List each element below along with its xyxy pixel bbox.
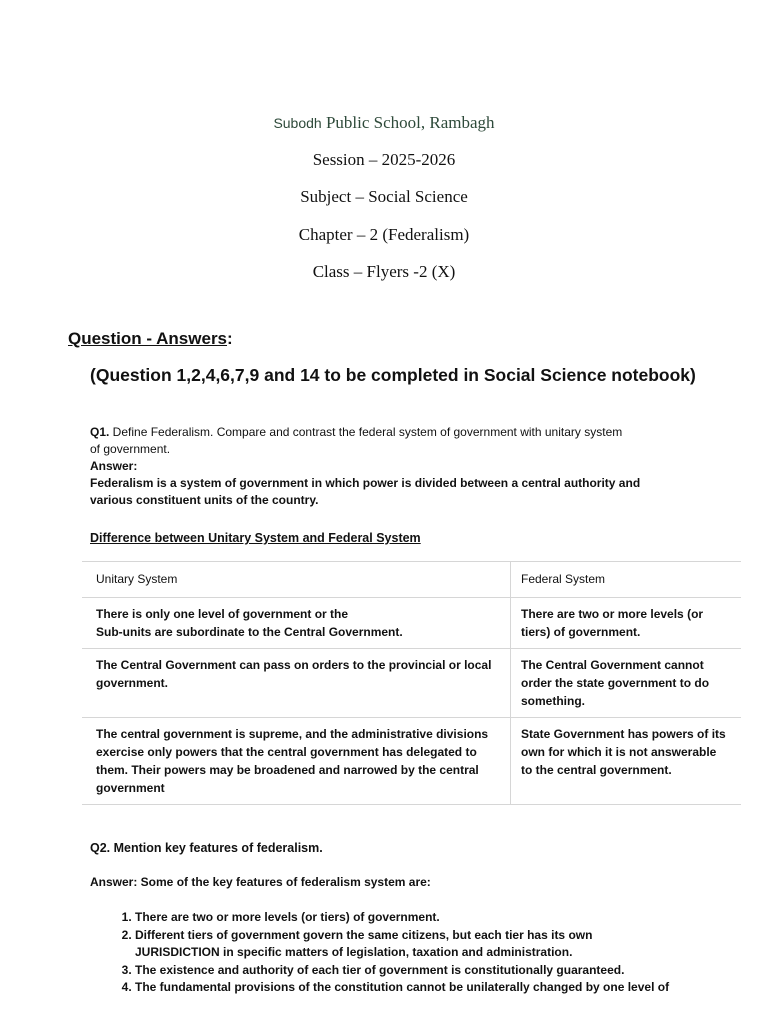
q2-question: Q2. Mention key features of federalism.: [90, 841, 323, 855]
cell-line: government: [96, 781, 165, 795]
qa-title-text: Question - Answers: [68, 329, 228, 348]
unitary-cell: [82, 598, 511, 649]
cell-line: There are two or more levels (or: [521, 607, 704, 621]
list-item: [135, 979, 725, 997]
qa-title-colon: :: [227, 329, 233, 348]
school-prefix: Subodh: [273, 115, 322, 131]
feature-line: There are two or more levels (or tiers) of government.: [135, 910, 440, 924]
table-row: [82, 649, 741, 718]
feature-line: The existence and authority of each tier of government is constitutionally guaranteed.: [135, 962, 625, 977]
notebook-note: (Question 1,2,4,6,7,9 and 14 to be completed in Social Science notebook): [90, 365, 696, 385]
list-item: [135, 909, 725, 927]
feature-line: Different tiers of government govern the same citizens, but each tier has its own: [135, 927, 593, 942]
feature-line: The fundamental provisions of the constitution cannot be unilaterally changed by one level of: [135, 980, 670, 994]
q2-answer-label: Answer:: [90, 875, 138, 889]
session-line: Session – 2025-2026: [312, 150, 456, 169]
school-name-text: Public School, Rambagh: [321, 113, 495, 132]
class-line: Class – Flyers -2 (X): [312, 262, 456, 281]
q1-question-line2: of government.: [90, 442, 171, 456]
table-row: [82, 718, 741, 805]
federal-cell: [511, 649, 742, 718]
cell-line: State Government has powers of its: [521, 727, 726, 741]
q1-question: [90, 424, 680, 509]
comparison-table: [82, 561, 741, 805]
list-item: [135, 927, 725, 962]
cell-line: There is only one level of government or the: [96, 607, 349, 621]
cell-line: exercise only powers that the central government has delegated to: [96, 745, 477, 759]
chapter-line: Chapter – 2 (Federalism): [298, 225, 470, 244]
cell-line: The central government is supreme, and the administrative divisions: [96, 727, 489, 741]
q2-answer-intro-text: Some of the key features of federalism system are:: [137, 875, 431, 889]
cell-line: order the state government to do: [521, 676, 710, 690]
unitary-cell: [82, 649, 511, 718]
list-item: [135, 962, 725, 980]
school-name: [0, 113, 768, 133]
q1-answer-line2: various constituent units of the country.: [90, 493, 319, 507]
cell-line: Sub-units are subordinate to the Central Government.: [96, 625, 403, 639]
cell-line: The Central Government cannot: [521, 658, 704, 672]
cell-line: The Central Government can pass on orders to the provincial or local: [96, 658, 492, 672]
table-header-row: [82, 562, 741, 598]
q1-answer-label: Answer:: [90, 459, 138, 473]
cell-line: own for which it is not answerable: [521, 745, 717, 759]
cell-line: to the central government.: [521, 763, 672, 777]
q1-question-line1: Define Federalism. Compare and contrast the federal system of government with unitary system: [109, 425, 623, 439]
cell-line: tiers) of government.: [521, 625, 641, 639]
feature-line: JURISDICTION in specific matters of legislation, taxation and administration.: [135, 945, 573, 959]
q1-number: Q1.: [90, 425, 110, 439]
qa-title: [68, 329, 233, 349]
unitary-cell: [82, 718, 511, 805]
cell-line: them. Their powers may be broadened and narrowed by the central: [96, 763, 479, 777]
cell-line: government.: [96, 676, 169, 690]
federal-cell: [511, 718, 742, 805]
q2-answer-intro: [90, 874, 680, 891]
subject-line: Subject – Social Science: [300, 187, 468, 206]
difference-heading: Difference between Unitary System and Federal System: [90, 531, 421, 545]
table-row: [82, 598, 741, 649]
features-list: [90, 909, 725, 997]
column-header-unitary: Unitary System: [82, 562, 511, 598]
cell-line: something.: [521, 694, 586, 708]
column-header-federal: Federal System: [511, 562, 742, 598]
q1-answer-line1: Federalism is a system of government in which power is divided between a central authority and: [90, 476, 641, 490]
federal-cell: [511, 598, 742, 649]
